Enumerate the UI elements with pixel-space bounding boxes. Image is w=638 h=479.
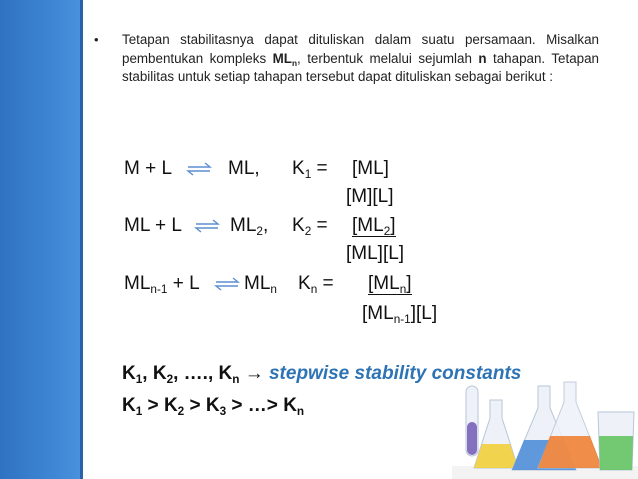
eq3-numerator-underlined [368, 273, 412, 295]
eq3-product-ml: ML [244, 273, 271, 294]
eq2-numerator [352, 215, 396, 237]
order-k-sub: 3 [219, 405, 227, 419]
eq2-equals: = [316, 215, 328, 236]
order-k: K [122, 395, 136, 416]
summary-k-sub: 1 [135, 373, 143, 387]
eq3-product-sub: n [270, 283, 277, 297]
eq3-numerator [368, 273, 412, 295]
eq3-den-part: ][L] [410, 303, 438, 324]
eq2-product-ml: ML [230, 215, 257, 236]
test-tube-icon [466, 386, 478, 456]
eq3-den-part: [ML [362, 303, 394, 324]
flask-icon [474, 400, 518, 468]
eq3-denominator [362, 303, 437, 325]
eq3-k-sub: n [310, 283, 318, 297]
eq3-k: K [298, 273, 311, 294]
eq2-product [230, 215, 268, 237]
bullet-symbol: • [94, 32, 99, 47]
eq2-denominator: [ML][L] [346, 243, 405, 264]
order-k: K [205, 395, 220, 416]
summary-sep: , …., K [173, 363, 233, 384]
eq2-constant [292, 215, 328, 237]
eq3-num-part: [ML [368, 273, 400, 294]
summary-k-sub: 2 [166, 373, 174, 387]
order-k-sub: 1 [135, 405, 143, 419]
eq3-num-sub: n [399, 283, 407, 297]
eq2-num-part: ] [390, 215, 396, 236]
bullet-text-part: tahapan. Tetapan stabilitas untuk setiap tahapan tersebut dapat dituliskan sebagai berikut : [122, 50, 599, 84]
eq2-product-comma: , [262, 215, 269, 236]
eq1-constant [292, 158, 328, 180]
eq3-den-sub: n-1 [393, 313, 411, 327]
order-sep: > [142, 395, 164, 416]
eq1-k: K [292, 158, 305, 179]
order-k-sub: n [296, 405, 305, 419]
eq1-product: ML, [228, 158, 260, 179]
eq3-product [244, 273, 277, 295]
equilibrium-arrow-icon [186, 162, 212, 176]
equilibrium-arrow-icon [214, 277, 240, 291]
order-sep: > [184, 395, 206, 416]
eq2-numerator-underlined [352, 215, 396, 237]
right-arrow-icon: → [244, 363, 264, 384]
eq2-k-sub: 2 [304, 225, 312, 239]
summary-k: K [122, 363, 136, 384]
summary-sep: , K [142, 363, 167, 384]
eq1-numerator: [ML] [352, 158, 389, 179]
eq2-num-sub: 2 [383, 225, 391, 239]
constants-order-line [122, 395, 304, 417]
complex-formula-ml: ML [272, 50, 292, 66]
order-k-sub: 2 [177, 405, 185, 419]
order-sep: > …> [226, 395, 284, 416]
eq3-lhs-sub: n-1 [150, 283, 168, 297]
order-k: K [283, 395, 297, 416]
sidebar-edge-line [80, 0, 83, 479]
eq1-lhs: M + L [124, 158, 173, 179]
order-k: K [163, 395, 178, 416]
eq3-lhs [124, 273, 200, 295]
eq3-num-part: ] [406, 273, 412, 294]
eq3-constant [298, 273, 334, 295]
eq2-lhs: ML + L [124, 215, 182, 236]
stepwise-term: stepwise stability constants [268, 363, 522, 384]
eq2-product-sub: 2 [256, 225, 263, 239]
eq1-denominator: [M][L] [346, 186, 394, 207]
eq3-equals: = [322, 273, 334, 294]
sidebar-accent-bar [0, 0, 80, 479]
bullet-paragraph [94, 31, 599, 87]
step-count-n: n [478, 50, 487, 66]
complex-formula [273, 51, 297, 66]
eq2-num-part: [ML [352, 215, 384, 236]
complex-formula-sub: n [291, 57, 298, 68]
eq3-lhs-ml: ML [124, 273, 151, 294]
summary-k-sub: n [232, 373, 240, 387]
lab-glassware-image [452, 378, 638, 479]
bullet-text [122, 31, 599, 87]
eq1-equals: = [316, 158, 328, 179]
eq2-k: K [292, 215, 305, 236]
beaker-icon [598, 412, 634, 470]
equilibrium-arrow-icon [194, 219, 220, 233]
bullet-text-part: , terbentuk melalui sejumlah [297, 50, 479, 66]
eq3-lhs-rest: + L [167, 273, 200, 294]
bullet-text-part: Tetapan stabilitasnya dapat dituliskan dalam suatu persamaan. Misalkan pembentukan kompleks [122, 32, 599, 66]
eq1-k-sub: 1 [304, 168, 312, 182]
